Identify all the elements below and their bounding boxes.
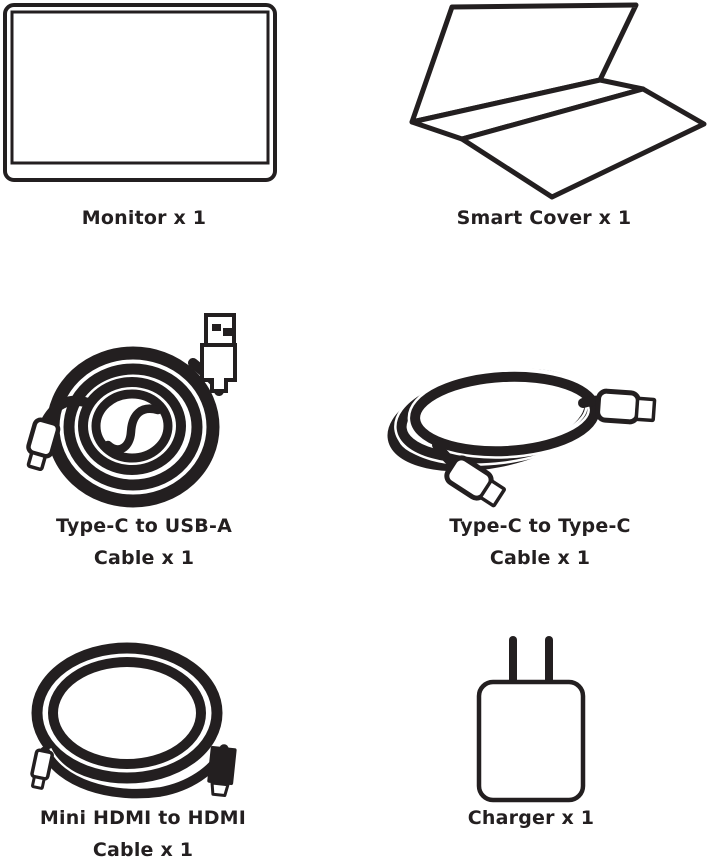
charger-label: Charger x 1 xyxy=(467,807,595,829)
charger-body xyxy=(479,682,583,800)
type-c-to-usb-a-label-line1: Type-C to USB-A xyxy=(56,515,232,537)
type-c-to-type-c-cable-illustration-icon xyxy=(385,365,709,510)
monitor-screen xyxy=(12,12,268,163)
type-c-to-usb-a-label-line2: Cable x 1 xyxy=(93,547,195,569)
monitor-illustration-icon xyxy=(2,2,278,184)
smart-cover-label: Smart Cover x 1 xyxy=(456,207,632,229)
mini-hdmi-connector-icon xyxy=(29,750,52,790)
type-c-to-type-c-label-line2: Cable x 1 xyxy=(489,547,591,569)
type-c-connector-icon xyxy=(23,418,59,471)
cable-coil xyxy=(46,353,219,501)
charger-illustration-icon xyxy=(470,628,595,808)
mini-hdmi-label-line1: Mini HDMI to HDMI xyxy=(39,807,247,829)
smart-cover-illustration-icon xyxy=(400,0,709,205)
mini-hdmi-label-line2: Cable x 1 xyxy=(92,839,194,861)
hdmi-connector-icon xyxy=(206,746,237,796)
type-c-connector-right-icon xyxy=(597,391,655,424)
type-c-to-type-c-label-line1: Type-C to Type-C xyxy=(449,515,631,537)
monitor-label: Monitor x 1 xyxy=(81,207,207,229)
type-c-to-usb-a-cable-illustration-icon xyxy=(10,305,265,520)
usb-a-connector-icon xyxy=(202,315,235,391)
cable-loop xyxy=(37,648,217,778)
cable-loop xyxy=(385,365,617,481)
mini-hdmi-to-hdmi-cable-illustration-icon xyxy=(20,635,265,800)
